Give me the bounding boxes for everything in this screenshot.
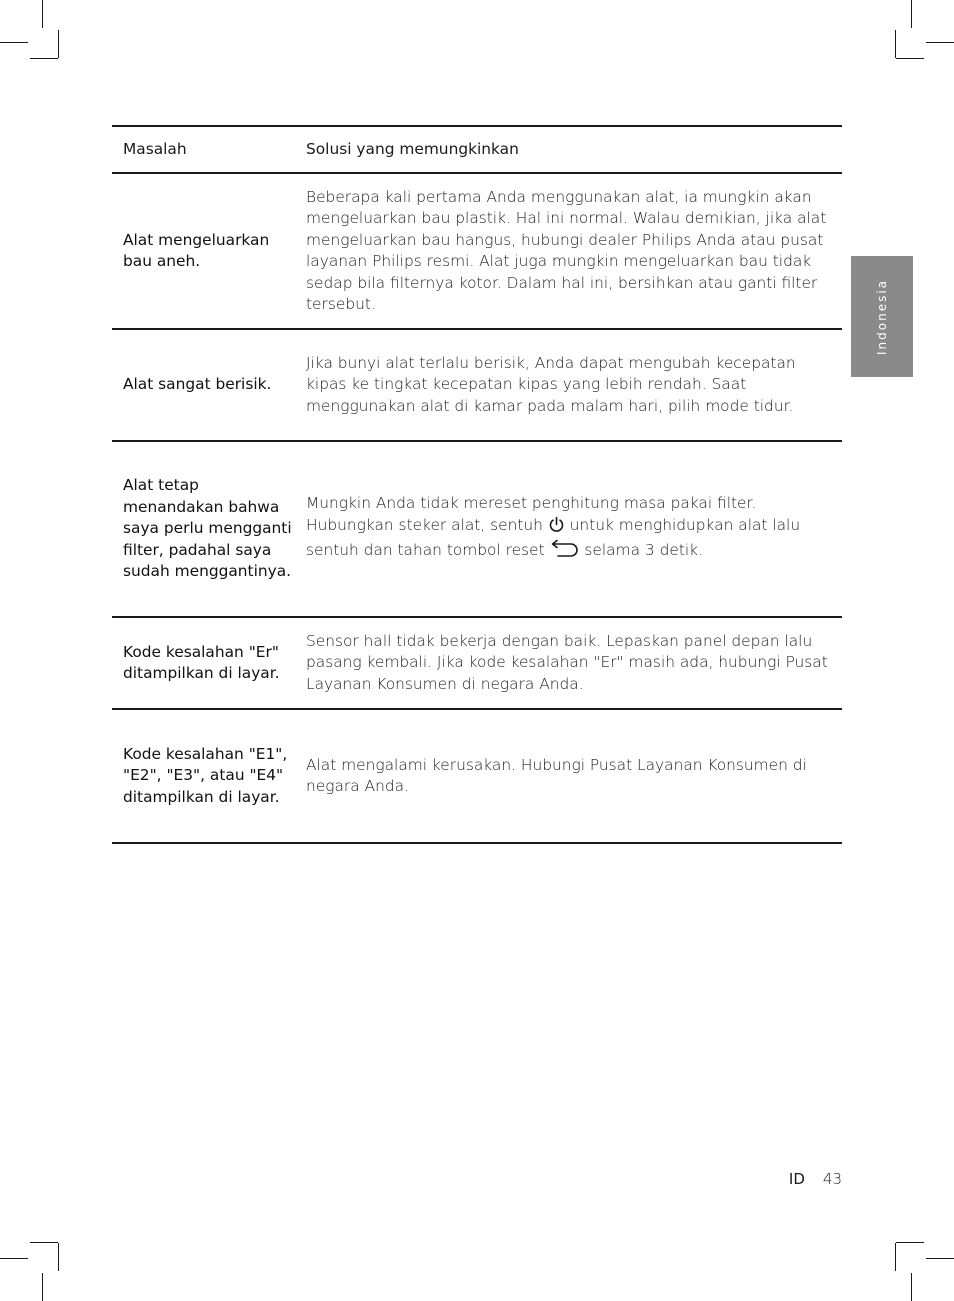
reset-icon: [550, 539, 580, 565]
problem-cell: Kode kesalahan "Er" ditampilkan di layar.: [112, 617, 295, 709]
crop-mark: [911, 1273, 912, 1301]
crop-mark: [30, 58, 58, 59]
solution-cell: Beberapa kali pertama Anda menggunakan alat, ia mungkin akan mengeluarkan bau plastik. Hal ini normal. Walau demikian, jika alat mengeluarkan bau hangus, hubungi dealer Philips Anda atau pusat layanan Philips resmi. Alat juga mungkin mengeluarkan bau tidak sedap bila filternya kotor. Dalam hal ini, bersihkan atau ganti filter tersebut.: [295, 173, 842, 329]
solution-cell: Sensor hall tidak bekerja dengan baik. Lepaskan panel depan lalu pasang kembali. Jika kode kesalahan "Er" masih ada, hubungi Pusat Layanan Konsumen di negara Anda.: [295, 617, 842, 709]
crop-mark: [58, 30, 59, 58]
language-code: ID: [788, 1170, 805, 1188]
crop-mark: [926, 42, 954, 43]
power-icon: [548, 516, 565, 540]
table-row: [112, 617, 842, 709]
crop-mark: [896, 58, 924, 59]
troubleshooting-table: [112, 125, 842, 844]
language-side-tab-label: Indonesia: [875, 278, 889, 355]
crop-mark: [58, 1243, 59, 1271]
solution-text: untuk menghidupkan alat lalu sentuh dan tahan tombol reset: [306, 515, 801, 560]
page-footer: [789, 1170, 842, 1188]
crop-mark: [30, 1242, 58, 1243]
solution-cell: Alat mengalami kerusakan. Hubungi Pusat Layanan Konsumen di negara Anda.: [295, 709, 842, 843]
crop-mark: [911, 0, 912, 28]
crop-mark: [896, 1242, 924, 1243]
problem-cell: Kode kesalahan "E1", "E2", "E3", atau "E4" ditampilkan di layar.: [112, 709, 295, 843]
table-header-row: [112, 126, 842, 173]
solution-cell: [295, 441, 842, 617]
table-row: [112, 709, 842, 843]
page-number: 43: [822, 1170, 842, 1188]
solution-text: Mungkin Anda tidak mereset penghitung masa pakai filter. Hubungkan steker alat, sentuh: [306, 494, 757, 534]
crop-mark: [42, 1273, 43, 1301]
crop-mark: [0, 42, 28, 43]
problem-cell: Alat tetap menandakan bahwa saya perlu mengganti filter, padahal saya sudah menggantinya.: [112, 441, 295, 617]
problem-cell: Alat mengeluarkan bau aneh.: [112, 173, 295, 329]
solution-text: selama 3 detik.: [579, 541, 703, 560]
crop-mark: [895, 30, 896, 58]
problem-cell: Alat sangat berisik.: [112, 329, 295, 441]
crop-mark: [42, 0, 43, 28]
header-problem: Masalah: [112, 126, 295, 173]
table-row: [112, 173, 842, 329]
crop-mark: [926, 1258, 954, 1259]
crop-mark: [895, 1243, 896, 1271]
language-side-tab: [851, 256, 913, 377]
table-row: [112, 329, 842, 441]
table-row: [112, 441, 842, 617]
solution-cell: Jika bunyi alat terlalu berisik, Anda dapat mengubah kecepatan kipas ke tingkat kecepatan kipas yang lebih rendah. Saat menggunakan alat di kamar pada malam hari, pilih mode tidur.: [295, 329, 842, 441]
crop-mark: [0, 1258, 28, 1259]
header-solution: Solusi yang memungkinkan: [295, 126, 842, 173]
